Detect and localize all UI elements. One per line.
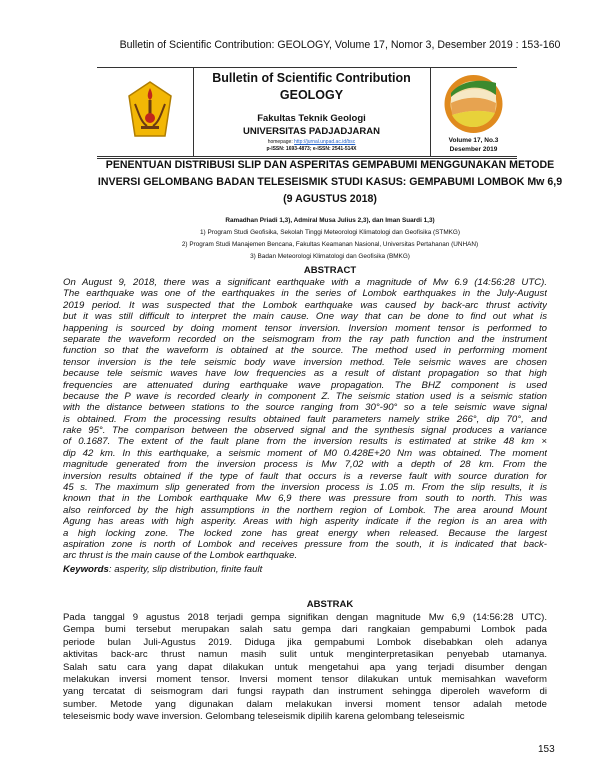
homepage-link[interactable]: http://jurnal.unpad.ac.id/bsc xyxy=(294,139,356,145)
keywords xyxy=(63,564,262,575)
abstract-line: arc thrust is the main cause of the Lombok earthquake. xyxy=(63,550,298,562)
keywords-label: Keywords xyxy=(63,564,109,575)
title-line: PENENTUAN DISTRIBUSI SLIP DAN ASPERITAS GEMPABUMI MENGGUNAKAN METODE xyxy=(105,159,555,171)
abstract-line: magnitude generated from the inversion process is Mw 7,02 with a depth of 28 km. From the xyxy=(63,459,547,471)
abstract-heading: ABSTRACT xyxy=(303,265,357,276)
abstract-line: because tele seismic waves have low frequencies as a result of distant propagation so that high xyxy=(63,368,547,380)
title-line: INVERSI GELOMBANG BADAN TELESEISMIK STUDI KASUS: GEMPABUMI LOMBOK Mw 6,9 xyxy=(97,176,563,188)
faculty: Fakultas Teknik Geologi xyxy=(257,113,366,124)
abstract-line: but it was still difficult to interpret the main cause. One way that can be done to find out what is xyxy=(63,311,547,323)
authors-block xyxy=(0,215,600,263)
abstract-line: aktivitas back-arc thrust namun masih sulit untuk menginterpretasikan penyebab utamanya. xyxy=(63,649,547,661)
keywords-text: : asperity, slip distribution, finite fault xyxy=(108,564,263,575)
abstract-line: happening is sourced by doing moment tensor inversion. Inversion moment tensor is performed to xyxy=(63,322,547,334)
issn: p-ISSN: 1693-4873; e-ISSN: 2541-514X xyxy=(266,145,357,152)
abstrak-heading: ABSTRAK xyxy=(306,599,354,610)
abstract-line: Pada tanggal 9 agustus 2018 terjadi gempa signifikan dengan magnitude Mw 6,9 (14:56:28 UTC). xyxy=(63,612,547,623)
abstract-line: yang tercatat di seismogram dari fungsi raypath dan instrument sehingga diperoleh waveform di xyxy=(63,686,547,698)
journal-name-line1: Bulletin of Scientific Contribution xyxy=(212,71,411,85)
journal-name xyxy=(193,70,430,104)
abstract-english xyxy=(63,277,547,562)
abstract-line: Gempa bumi tersebut merupakan salah satu gempa dari rangkaian gempabumi Lombok pada xyxy=(63,624,547,636)
abstract-line: On August 9, 2018, there was a significant earthquake with a magnitude of Mw 6.9 (14:56:28 UTC). xyxy=(63,277,547,288)
affiliation: 1) Program Studi Geofisika, Sekolah Tinggi Meteorologi Klimatologi dan Geofisika (STMKG) xyxy=(200,229,460,236)
affiliation: 3) Badan Meteorologi Klimatologi dan Geofisika (BMKG) xyxy=(250,253,410,260)
issue-info xyxy=(430,136,517,154)
abstract-line: is obtained. From the processing results obtained fault parameters namely strike 266°, dip 70°, and xyxy=(63,413,547,425)
university: UNIVERSITAS PADJADJARAN xyxy=(243,126,380,137)
university-logo-icon xyxy=(127,80,173,140)
abstract-line: inversion results obtained if the type of fault that occurs is a reverse fault with source duration for xyxy=(63,470,547,482)
abstract-line: of 0.1687. The extent of the fault plane from the inversion results is estimated at strike 48 km × xyxy=(63,436,547,448)
journal-name-line2: GEOLOGY xyxy=(279,88,344,102)
homepage-label: homepage: xyxy=(267,139,295,145)
abstract-line: separate the waveform recorded on the seismogram from the ray path function and the instrument xyxy=(63,333,547,345)
issue-date: Desember 2019 xyxy=(449,146,498,153)
page-number: 153 xyxy=(538,744,555,755)
homepage-block xyxy=(193,139,430,152)
abstract-line: known that in the Lombok earthquake Mw 6,9 there was pressure from south to north. This was xyxy=(63,493,547,505)
abstract-line: teleseismic body wave inversion. Gelombang teleseismik dipilih karena gelombang teleseismic xyxy=(63,711,465,723)
running-header: Bulletin of Scientific Contribution: GEOLOGY, Volume 17, Nomor 3, Desember 2019 : 153-160 xyxy=(119,39,561,51)
abstract-line: melakukan inversi moment tensor. Inversi moment tensor dilakukan untuk memisahkan waveform xyxy=(63,673,547,685)
publisher xyxy=(193,112,430,138)
abstract-line: rake 95°. The comparison between the observed signal and the synthesis signal produces a variance xyxy=(63,425,547,437)
abstract-line: with the distance between stations to the source ranging from 30°-90° so a tele seismic wave signal xyxy=(63,402,547,414)
abstract-line: periode bulan Juli-Agustus 2019. Diduga jika gempabumi Lombok disebabkan oleh adanya xyxy=(63,636,547,648)
abstract-line: a high locking zone. The locked zone has great energy when released. Because the largest xyxy=(63,527,547,539)
abstract-line: dip 42 km. In this earthquake, a seismic moment of M0 0.428E+20 Nm was obtained. The moment xyxy=(63,447,547,459)
abstract-line: Agung has areas with high asperity. Areas with high asperity indicate if the region is an area with xyxy=(63,516,547,528)
abstract-line: function so that the waveform is obtained at the source. The method used in performing moment xyxy=(63,345,547,357)
affiliation: 2) Program Studi Manajemen Bencana, Fakultas Keamanan Nasional, Universitas Pertahanan (UNHAN) xyxy=(181,241,479,248)
abstract-line: The earthquake was one of the earthquakes in the series of Lombok earthquakes in the July-August xyxy=(63,288,547,300)
title-line: (9 AGUSTUS 2018) xyxy=(283,193,377,205)
abstract-line: because the P wave is recorded clearly in component Z. The seismic station used is a seismic station xyxy=(63,390,547,402)
abstract-line: Salah satu cara yang dapat dilakukan untuk mengetahui apa yang terjadi disumber dengan xyxy=(63,661,547,673)
volume: Volume 17, No.3 xyxy=(448,137,499,144)
abstract-line: sumber. Metode yang digunakan dalam melakukan inversi moment tensor adalah metode xyxy=(63,698,547,710)
authors: Ramadhan Priadi 1,3), Admiral Musa Julius 2,3), dan Iman Suardi 1,3) xyxy=(225,217,435,224)
abstract-indonesian xyxy=(63,612,547,724)
abstract-line: tensor inversion is the tele seismic body wave inversion method. Tele seismic waves are chosen xyxy=(63,356,547,368)
abstract-line: frequencies are attenuated during earthquake wave propagation. The BHZ component is used xyxy=(63,379,547,391)
abstract-line: 45 s. The maximum slip generated from the inversion process is 1.05 m. From the slip results, it is xyxy=(63,482,547,494)
abstract-line: also reinforced by the high assumptions in the northern region of Lombok. The area around Mount xyxy=(63,504,547,516)
abstract-line: 2019 period. It was suspected that the Lombok earthquake was caused by back-arc thrust activity xyxy=(63,299,547,311)
article-title xyxy=(0,157,600,208)
abstract-line: aspiration zone is north of Lombok and receives pressure from the south, it is indicated that back- xyxy=(63,538,547,550)
journal-logo-icon xyxy=(440,73,507,135)
